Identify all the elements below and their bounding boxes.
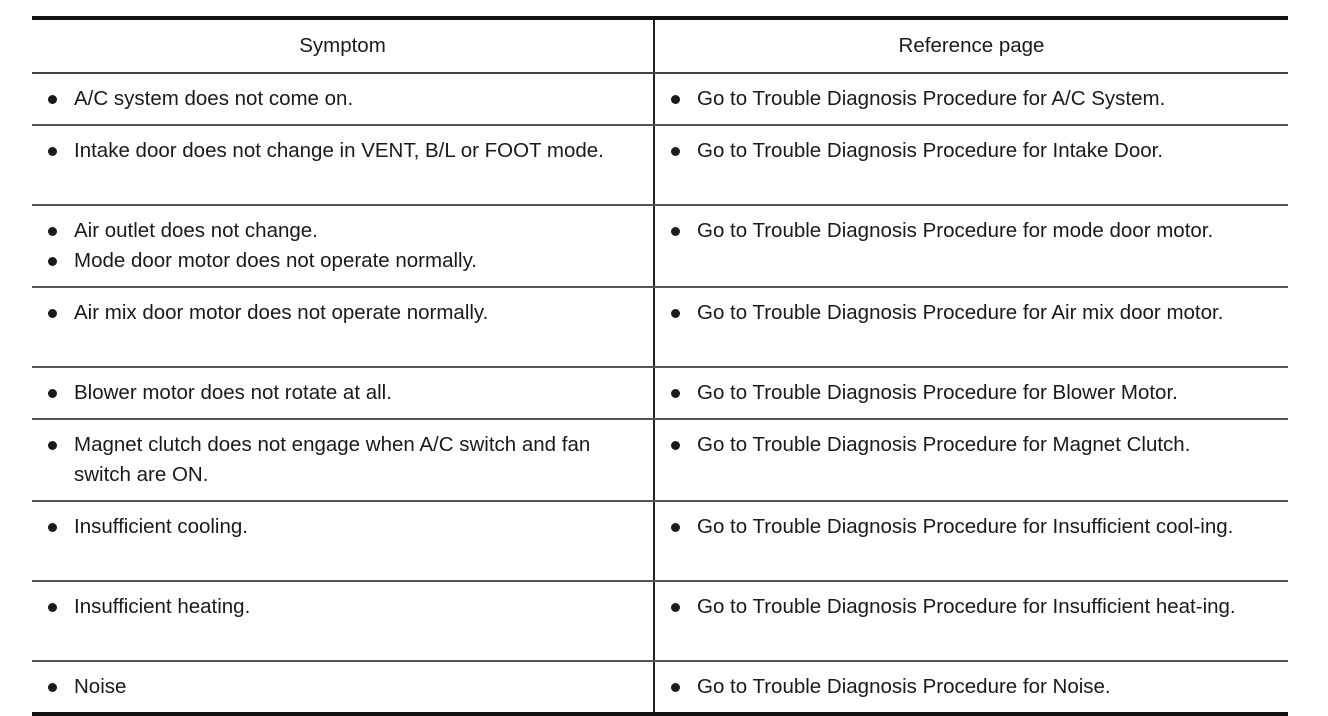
reference-cell — [654, 367, 1288, 419]
reference-text: Go to Trouble Diagnosis Procedure for Noise. — [697, 675, 1111, 698]
symptom-text: Insufficient cooling. — [74, 515, 248, 538]
symptom-cell — [32, 287, 654, 367]
symptom-item — [46, 672, 647, 702]
symptom-text: A/C system does not come on. — [74, 87, 354, 110]
reference-text: Go to Trouble Diagnosis Procedure for Intake Door. — [697, 139, 1164, 162]
symptom-text: Air outlet does not change. — [74, 219, 318, 242]
reference-text: Go to Trouble Diagnosis Procedure for Magnet Clutch. — [697, 433, 1191, 456]
symptom-text: Air mix door motor does not operate normally. — [74, 301, 489, 324]
reference-item — [669, 136, 1282, 166]
symptom-cell — [32, 125, 654, 205]
reference-cell — [654, 581, 1288, 661]
table-row — [32, 419, 1288, 501]
symptom-item — [46, 512, 647, 542]
bullet-icon — [671, 309, 680, 318]
bullet-icon — [671, 603, 680, 612]
reference-text: Go to Trouble Diagnosis Procedure for Air mix door motor. — [697, 301, 1224, 324]
symptom-cell — [32, 501, 654, 581]
symptom-item — [46, 592, 647, 622]
reference-item — [669, 298, 1282, 328]
symptom-text: Insufficient heating. — [74, 595, 251, 618]
symptom-cell — [32, 367, 654, 419]
symptom-item — [46, 378, 647, 408]
bullet-icon — [48, 257, 57, 266]
symptom-cell — [32, 73, 654, 125]
reference-item — [669, 672, 1282, 702]
symptom-item — [46, 84, 647, 114]
bullet-icon — [671, 523, 680, 532]
bullet-icon — [48, 227, 57, 236]
bullet-icon — [48, 603, 57, 612]
header-row — [32, 20, 1288, 73]
bullet-icon — [48, 147, 57, 156]
reference-text: Go to Trouble Diagnosis Procedure for A/C System. — [697, 87, 1166, 110]
bullet-icon — [48, 523, 57, 532]
table-body — [32, 73, 1288, 712]
reference-item — [669, 430, 1282, 460]
table-row — [32, 501, 1288, 581]
symptom-item — [46, 246, 647, 276]
bullet-icon — [48, 683, 57, 692]
symptom-cell — [32, 419, 654, 501]
table-row — [32, 125, 1288, 205]
diagnosis-table — [32, 20, 1288, 712]
symptom-cell — [32, 205, 654, 287]
reference-cell — [654, 73, 1288, 125]
table-row — [32, 205, 1288, 287]
bullet-icon — [48, 389, 57, 398]
reference-cell — [654, 501, 1288, 581]
reference-item — [669, 216, 1282, 246]
symptom-item — [46, 430, 647, 490]
reference-item — [669, 512, 1282, 542]
bullet-icon — [671, 227, 680, 236]
symptom-text: Intake door does not change in VENT, B/L or FOOT mode. — [74, 139, 604, 162]
bullet-icon — [48, 441, 57, 450]
header-symptom: Symptom — [32, 20, 654, 73]
symptom-cell — [32, 661, 654, 712]
bullet-icon — [671, 95, 680, 104]
table-row — [32, 287, 1288, 367]
symptom-cell — [32, 581, 654, 661]
symptom-text: Noise — [74, 675, 127, 698]
bullet-icon — [48, 309, 57, 318]
reference-cell — [654, 205, 1288, 287]
reference-cell — [654, 125, 1288, 205]
bullet-icon — [671, 441, 680, 450]
bullet-icon — [48, 95, 57, 104]
symptom-item — [46, 216, 647, 246]
bullet-icon — [671, 389, 680, 398]
document-page — [32, 16, 1288, 716]
reference-text: Go to Trouble Diagnosis Procedure for Insufficient heat-ing. — [697, 595, 1236, 618]
reference-item — [669, 84, 1282, 114]
symptom-item — [46, 298, 647, 328]
bullet-icon — [671, 683, 680, 692]
reference-cell — [654, 419, 1288, 501]
table-row — [32, 73, 1288, 125]
reference-item — [669, 592, 1282, 622]
reference-item — [669, 378, 1282, 408]
symptom-text: Magnet clutch does not engage when A/C switch and fan switch are ON. — [74, 433, 591, 486]
reference-cell — [654, 287, 1288, 367]
reference-text: Go to Trouble Diagnosis Procedure for Blower Motor. — [697, 381, 1178, 404]
symptom-item — [46, 136, 647, 166]
table-row — [32, 661, 1288, 712]
reference-text: Go to Trouble Diagnosis Procedure for Insufficient cool-ing. — [697, 515, 1234, 538]
symptom-text: Mode door motor does not operate normally. — [74, 249, 478, 272]
table-row — [32, 581, 1288, 661]
bullet-icon — [671, 147, 680, 156]
header-reference-page: Reference page — [654, 20, 1288, 73]
reference-text: Go to Trouble Diagnosis Procedure for mode door motor. — [697, 219, 1214, 242]
symptom-text: Blower motor does not rotate at all. — [74, 381, 392, 404]
table-row — [32, 367, 1288, 419]
reference-cell — [654, 661, 1288, 712]
bottom-rule — [32, 712, 1288, 716]
